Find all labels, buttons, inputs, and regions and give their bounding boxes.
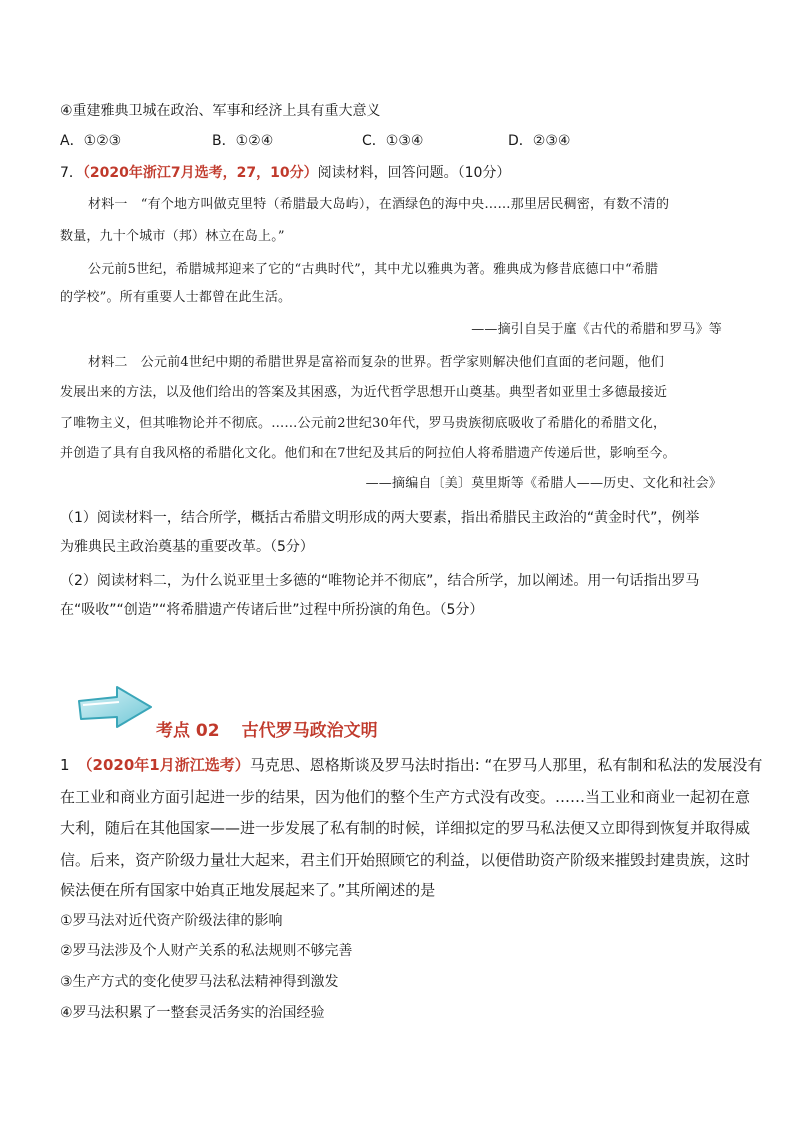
q1-line-1 [60,754,762,776]
q6-item-4: ④重建雅典卫城在政治、军事和经济上具有重大意义 [60,103,381,119]
q1-item-1: ①罗马法对近代资产阶级法律的影响 [60,913,283,929]
q6-option-d: D．②③④ [508,133,571,149]
q1-item-4: ④罗马法积累了一整套灵活务实的治国经验 [60,1005,325,1021]
q7-material-2-line-4: 并创造了具有自我风格的希腊化文化。他们和在7世纪及其后的阿拉伯人将希腊遗产传递后世，影响至今。 [60,446,676,461]
q6-option-c: C．①③④ [362,133,424,149]
q1-number: 1 [60,756,70,774]
q7-source: （2020年浙江7月选考，27，10分） [82,165,318,181]
arrow-icon [75,683,155,733]
q7-material-1-line-2: 数量，九十个城市（邦）林立在岛上。” [60,229,285,244]
q7-material-1-line-3: 公元前5世纪，希腊城邦迎来了它的“古典时代”，其中尤以雅典为著。雅典成为修昔底德口中“希腊 [88,262,659,277]
q1-line-2: 在工业和商业方面引起进一步的结果，因为他们的整个生产方式没有改变。……当工业和商业一起初在意 [60,788,751,806]
q7-subquestion-2-line-1: （2）阅读材料二，为什么说亚里士多德的“唯物论并不彻底”，结合所学，加以阐述。用一句话指出罗马 [60,573,700,589]
q1-item-3: ③生产方式的变化使罗马法私法精神得到激发 [60,974,339,990]
q7-subquestion-2-line-2: 在“吸收”“创造”“将希腊遗产传诸后世”过程中所扮演的角色。（5分） [60,602,484,618]
q7-material-2-citation: ——摘编自〔美〕莫里斯等《希腊人——历史、文化和社会》 [365,476,722,491]
q1-line-3: 大利，随后在其他国家——进一步发展了私有制的时候，详细拟定的罗马私法便又立即得到恢复并取得威 [60,819,751,837]
q1-line-5: 候法便在所有国家中始真正地发展起来了。”其所阐述的是 [60,881,436,899]
q7-material-2-line-1: 材料二 公元前4世纪中期的希腊世界是富裕而复杂的世界。哲学家则解决他们直面的老问题，他们 [88,355,665,370]
q7-material-1-line-1: 材料一 “有个地方叫做克里特（希腊最大岛屿），在酒绿色的海中央……那里居民稠密，有数不清的 [88,197,670,212]
section-title: 古代罗马政治文明 [241,721,378,741]
q7-material-1-line-4: 的学校”。所有重要人士都曾在此生活。 [60,290,292,305]
q7-number: 7． [60,165,83,181]
q6-option-b: B．①②④ [212,133,274,149]
q1-item-2: ②罗马法涉及个人财产关系的私法规则不够完善 [60,943,353,959]
q7-stem [60,163,510,183]
q6-option-a: A．①②③ [60,133,122,149]
q7-subquestion-1-line-2: 为雅典民主政治奠基的重要改革。（5分） [60,539,314,555]
q1-line-4: 信。后来，资产阶级力量壮大起来，君主们开始照顾它的利益，以便借助资产阶级来摧毁封建贵族，这时 [60,851,751,869]
q7-material-1-citation: ——摘引自吴于廑《古代的希腊和罗马》等 [471,322,722,337]
section-heading [156,716,378,741]
q7-subquestion-1-line-1: （1）阅读材料一，结合所学，概括古希腊文明形成的两大要素，指出希腊民主政治的“黄金时代”，例举 [60,510,700,526]
q7-material-2-line-3: 了唯物主义，但其唯物论并不彻底。……公元前2世纪30年代，罗马贵族彻底吸收了希腊化的希腊文化， [60,416,667,431]
q1-source: （2020年1月浙江选考） [77,756,250,774]
section-label: 考点 02 [156,721,220,741]
q7-instruction: 阅读材料，回答问题。（10分） [317,165,511,181]
q1-text-1: 马克思、恩格斯谈及罗马法时指出: “在罗马人那里，私有制和私法的发展没有 [249,756,763,774]
q7-material-2-line-2: 发展出来的方法，以及他们给出的答案及其困惑，为近代哲学思想开山奠基。典型者如亚里士多德最接近 [60,385,668,400]
